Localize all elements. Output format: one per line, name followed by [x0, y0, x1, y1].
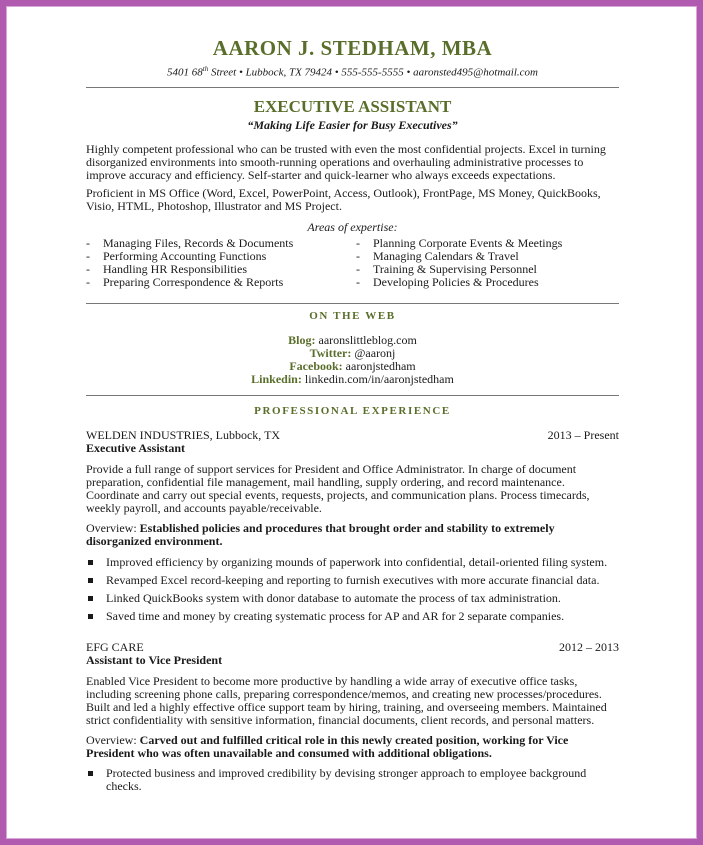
job-entry: [86, 429, 619, 623]
job-entry: [86, 641, 619, 793]
overview-text: Established policies and procedures that brought order and stability to extremely disorganized environment.: [86, 520, 555, 548]
expertise-item: Training & Supervising Personnel: [373, 261, 537, 276]
web-link-value: aaronjstedham: [342, 358, 416, 373]
bullet-marker: [88, 560, 93, 565]
web-link-linkedin[interactable]: [86, 373, 619, 386]
job-dates: 2013 – Present: [547, 427, 619, 442]
web-links: [86, 334, 619, 386]
dash-marker: -: [356, 235, 360, 250]
job-description: Provide a full range of support services for President and Office Administrator. In charge of document preparation, confidential file management, mail handling, supply ordering, and record maintenance. Coordinate and carry out special events, requests, projects, and communication plans. Process timecards, weekly payroll, and accounts payable/receivable.: [86, 461, 590, 515]
job-overview: [86, 734, 619, 760]
achievement-text: Saved time and money by creating systematic process for AP and AR for 2 separate companies.: [106, 608, 565, 623]
summary-paragraph: Highly competent professional who can be trusted with even the most confidential projects. Excel in turning disorganized environments into smooth-running operations and overhauling administrative processes to improve accuracy and efficiency. Self-starter and quick-learner who always exceeds expectations.: [86, 141, 606, 182]
expertise-item: Handling HR Responsibilities: [103, 261, 247, 276]
resume-page: [86, 36, 619, 793]
job-achievements: [86, 556, 619, 623]
job-dates: 2012 – 2013: [559, 639, 619, 654]
experience-section-heading: PROFESSIONAL EXPERIENCE: [254, 404, 451, 417]
web-divider: [86, 303, 619, 304]
expertise-column-left: [86, 237, 356, 289]
achievement-text: Improved efficiency by organizing mounds of paperwork into confidential, detail-oriented filing system.: [106, 554, 608, 569]
overview-text: Carved out and fulfilled critical role in this newly created position, working for Vice President who was often unavailable and consumed with additional obligations.: [86, 732, 569, 760]
list-item: [86, 574, 619, 587]
dash-marker: -: [86, 248, 90, 263]
expertise-heading: Areas of expertise:: [307, 219, 398, 234]
candidate-name: AARON J. STEDHAM, MBA: [212, 36, 493, 60]
list-item: [356, 276, 562, 289]
web-link-value: @aaronj: [351, 345, 396, 360]
job-achievements: [86, 767, 619, 793]
expertise-item: Preparing Correspondence & Reports: [103, 274, 284, 289]
dash-marker: -: [86, 235, 90, 250]
web-link-label: Linkedin:: [251, 371, 302, 386]
dash-marker: -: [86, 261, 90, 276]
achievement-text: Protected business and improved credibility by devising stronger approach to employee background checks.: [106, 765, 587, 793]
expertise-item: Planning Corporate Events & Meetings: [373, 235, 563, 250]
job-role: Assistant to Vice President: [86, 652, 223, 667]
skills-paragraph: Proficient in MS Office (Word, Excel, PowerPoint, Access, Outlook), FrontPage, MS Money, QuickBooks, Visio, HTML, Photoshop, Illustrator and MS Project.: [86, 185, 601, 213]
experience-divider: [86, 395, 619, 396]
job-company: WELDEN INDUSTRIES, Lubbock, TX: [86, 427, 281, 442]
contact-details: Street • Lubbock, TX 79424 • 555-555-5555 • aaronsted495@hotmail.com: [208, 66, 538, 79]
job-header: [86, 641, 619, 654]
address-ordinal: th: [202, 65, 209, 73]
contact-line: [86, 62, 619, 80]
expertise-list: [86, 237, 619, 289]
dash-marker: -: [356, 261, 360, 276]
expertise-item: Developing Policies & Procedures: [373, 274, 539, 289]
web-link-label: Blog:: [288, 332, 316, 347]
list-item: [86, 767, 619, 793]
list-item: [86, 610, 619, 623]
job-overview: [86, 522, 619, 548]
list-item: [86, 592, 619, 605]
bullet-marker: [88, 614, 93, 619]
expertise-item: Performing Accounting Functions: [103, 248, 267, 263]
bullet-marker: [88, 578, 93, 583]
list-item: [86, 556, 619, 569]
expertise-item: Managing Files, Records & Documents: [103, 235, 294, 250]
dash-marker: -: [86, 274, 90, 289]
objective-title: EXECUTIVE ASSISTANT: [253, 96, 452, 116]
list-item: [86, 276, 356, 289]
expertise-column-right: [356, 237, 562, 289]
expertise-item: Managing Calendars & Travel: [373, 248, 519, 263]
job-role: Executive Assistant: [86, 440, 185, 455]
job-header: [86, 429, 619, 442]
achievement-text: Revamped Excel record-keeping and reporting to furnish executives with more accurate financial data.: [106, 572, 600, 587]
bullet-marker: [88, 771, 93, 776]
web-link-label: Twitter:: [309, 345, 352, 360]
web-link-value: aaronslittleblog.com: [315, 332, 417, 347]
achievement-text: Linked QuickBooks system with donor database to automate the process of tax administration.: [106, 590, 561, 605]
header-divider: [86, 87, 619, 88]
web-link-label: Facebook:: [289, 358, 343, 373]
job-description: Enabled Vice President to become more productive by handling a wide array of executive office tasks, including screening phone calls, preparing correspondence/memos, and creating new processes/procedures. Built and led a highly effective office support team by hiring, training, and overseeing members. Maintained strict confidentiality with sensitive information, financial documents, client records, and personal matters.: [86, 673, 607, 727]
dash-marker: -: [356, 274, 360, 289]
overview-label: Overview:: [86, 732, 140, 747]
web-link-value: linkedin.com/in/aaronjstedham: [301, 371, 454, 386]
bullet-marker: [88, 596, 93, 601]
overview-label: Overview:: [86, 520, 140, 535]
address-number: 5401 68: [167, 66, 203, 79]
dash-marker: -: [356, 248, 360, 263]
job-company: EFG CARE: [86, 639, 144, 654]
objective-tagline: “Making Life Easier for Busy Executives”: [247, 117, 458, 132]
web-section-heading: ON THE WEB: [309, 309, 396, 322]
